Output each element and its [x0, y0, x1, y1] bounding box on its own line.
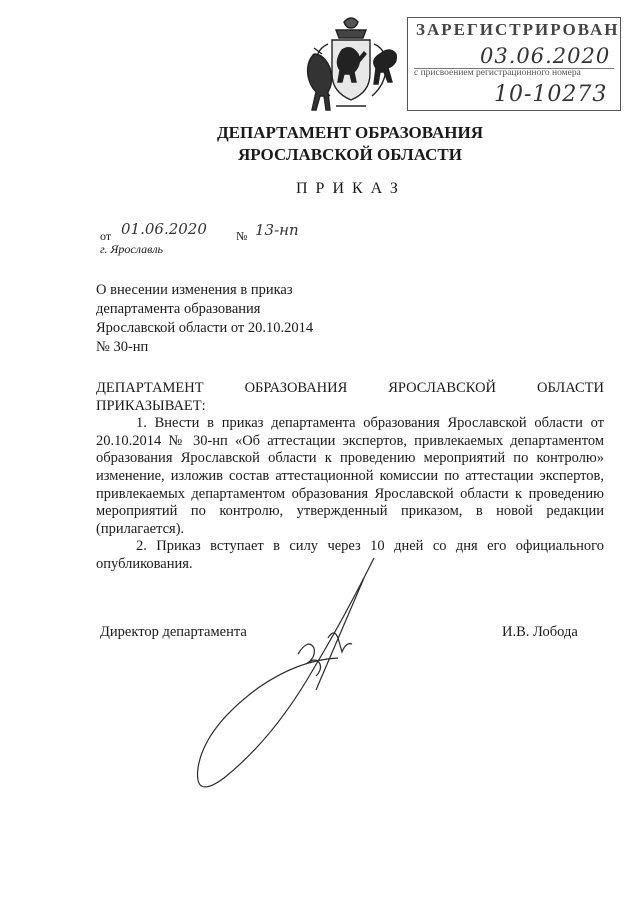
document-type: ПРИКАЗ	[296, 180, 406, 197]
number-prefix: №	[236, 229, 248, 243]
order-item-1: 1. Внести в приказ департамента образования Ярославской области от 20.10.2014 № 30-нп «Об аттестации экспертов, привлекаемых департаментом образования Ярославской области к проведению мероприятий по контролю» изменение, изложив состав аттестационной комиссии по аттестации экспертов, привлекаемых департаментом образования Ярославской области к проведению мероприятий по контролю, утвержденный приказом, в новой редакции (прилагается).	[96, 415, 604, 537]
subject-block	[96, 281, 313, 357]
subject-line: О внесении изменения в приказ	[96, 282, 293, 298]
city: г. Ярославль	[100, 242, 164, 256]
registration-stamp	[407, 17, 621, 111]
order-heading: ДЕПАРТАМЕНТ ОБРАЗОВАНИЯ ЯРОСЛАВСКОЙ ОБЛАСТИ	[96, 380, 604, 396]
order-heading-verb: ПРИКАЗЫВАЕТ:	[96, 397, 206, 414]
stamp-note: с присвоением регистрационного номера	[414, 68, 581, 78]
order-body	[96, 380, 604, 574]
org-name-line2: ЯРОСЛАВСКОЙ ОБЛАСТИ	[238, 145, 462, 164]
stamp-date: 03.06.2020	[480, 44, 611, 68]
signatory-name: И.В. Лобода	[502, 624, 578, 640]
handwritten-signature	[178, 548, 438, 808]
org-name-line1: ДЕПАРТАМЕНТ ОБРАЗОВАНИЯ	[216, 123, 484, 142]
stamp-registration-number: 10-10273	[494, 82, 608, 107]
subject-line: Ярославской области от 20.10.2014	[96, 320, 314, 336]
coat-of-arms-emblem	[296, 14, 406, 116]
signatory-title: Директор департамента	[100, 624, 247, 640]
stamp-title: ЗАРЕГИСТРИРОВАН	[416, 20, 620, 39]
order-item-2: 2. Приказ вступает в силу через 10 дней со дня его официального опубликования.	[96, 538, 604, 572]
date-prefix: от	[100, 229, 112, 243]
number-value: 13-нп	[255, 221, 299, 239]
subject-line: департамента образования	[96, 301, 261, 317]
date-value: 01.06.2020	[121, 220, 207, 238]
subject-line: № 30-нп	[96, 339, 149, 355]
